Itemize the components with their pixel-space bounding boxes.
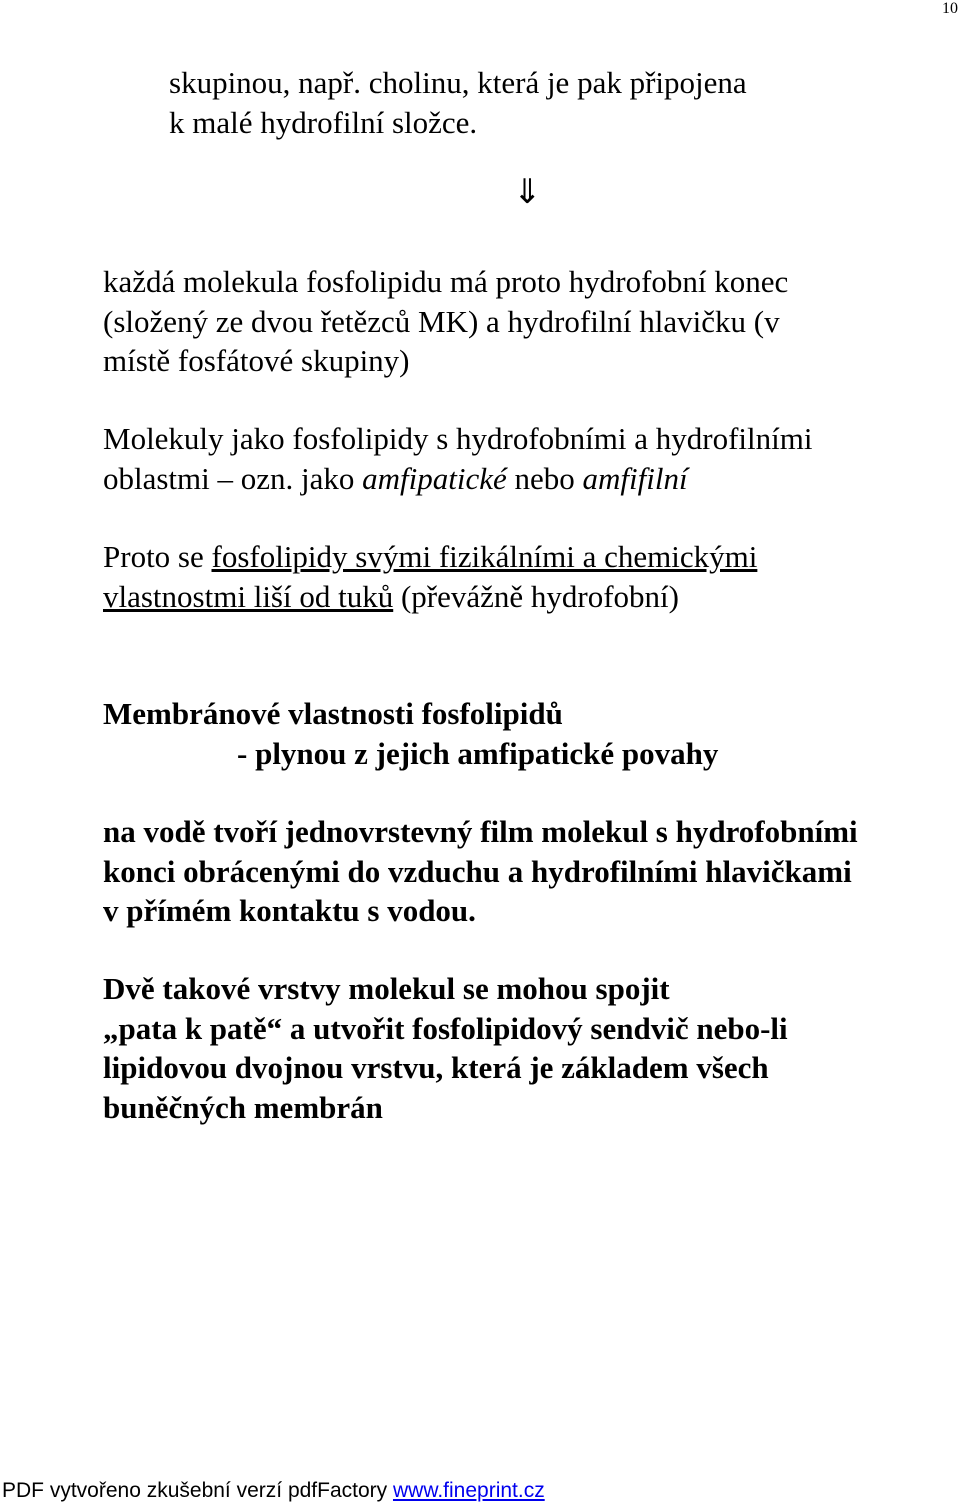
film-line-1: na vodě tvoří jednovrstevný film molekul s hydrofobními	[103, 814, 858, 849]
double-down-arrow-icon: ⇓	[513, 172, 542, 212]
proto-underlined-1: fosfolipidy svými fizikálními a chemickými	[211, 539, 758, 574]
film-line-3: v přímém kontaktu s vodou.	[103, 893, 476, 928]
membrane-paragraph	[103, 694, 943, 773]
amphipathic-line-2-text: oblastmi – ozn. jako	[103, 460, 363, 496]
amphipathic-paragraph	[103, 419, 943, 498]
bilayer-line-4: buněčných membrán	[103, 1089, 383, 1125]
film-line-2: konci obrácenými do vzduchu a hydrofilními hlavičkami	[103, 853, 852, 889]
bilayer-line-2: „pata k patě“ a utvořit fosfolipidový sendvič nebo-li	[103, 1010, 788, 1046]
proto-paragraph	[103, 537, 943, 616]
proto-prefix: Proto se	[103, 539, 212, 574]
footer-text: PDF vytvořeno zkušební verzí pdfFactory	[2, 1479, 393, 1502]
film-paragraph	[103, 812, 943, 931]
membrane-heading: Membránové vlastnosti fosfolipidů	[103, 696, 563, 731]
membrane-bullet: - plynou z jejich amfipatické povahy	[237, 735, 719, 771]
bilayer-line-3: lipidovou dvojnou vrstvu, která je základem všech	[103, 1050, 769, 1085]
footer-link[interactable]: www.fineprint.cz	[392, 1479, 545, 1502]
molecule-line-3: místě fosfátové skupiny)	[103, 343, 410, 378]
term-amfipaticke: amfipatické	[362, 460, 507, 496]
term-amfifilni: amfifilní	[582, 460, 688, 496]
bilayer-paragraph	[103, 969, 943, 1127]
proto-underlined-2: vlastnostmi liší od tuků	[103, 578, 394, 614]
amphipathic-line-1: Molekuly jako fosfolipidy s hydrofobními a hydrofilními	[103, 421, 813, 456]
pdf-footer	[2, 1478, 545, 1504]
bilayer-line-1: Dvě takové vrstvy molekul se mohou spojit	[103, 971, 670, 1006]
intro-line-2: k malé hydrofilní složce.	[169, 104, 478, 140]
amphipathic-line-2	[103, 459, 943, 499]
amphipathic-connector: nebo	[506, 460, 583, 496]
proto-suffix: (převážně hydrofobní)	[393, 578, 679, 614]
proto-line-1	[103, 537, 943, 577]
molecule-line-2: (složený ze dvou řetězců MK) a hydrofilní hlavičku (v	[103, 303, 780, 339]
page-number: 10	[942, 0, 958, 17]
intro-paragraph	[169, 63, 960, 142]
molecule-line-1: každá molekula fosfolipidu má proto hydrofobní konec	[103, 264, 789, 299]
proto-line-2	[103, 577, 943, 617]
molecule-paragraph	[103, 262, 943, 381]
intro-line-1: skupinou, např. cholinu, která je pak připojena	[169, 65, 747, 100]
